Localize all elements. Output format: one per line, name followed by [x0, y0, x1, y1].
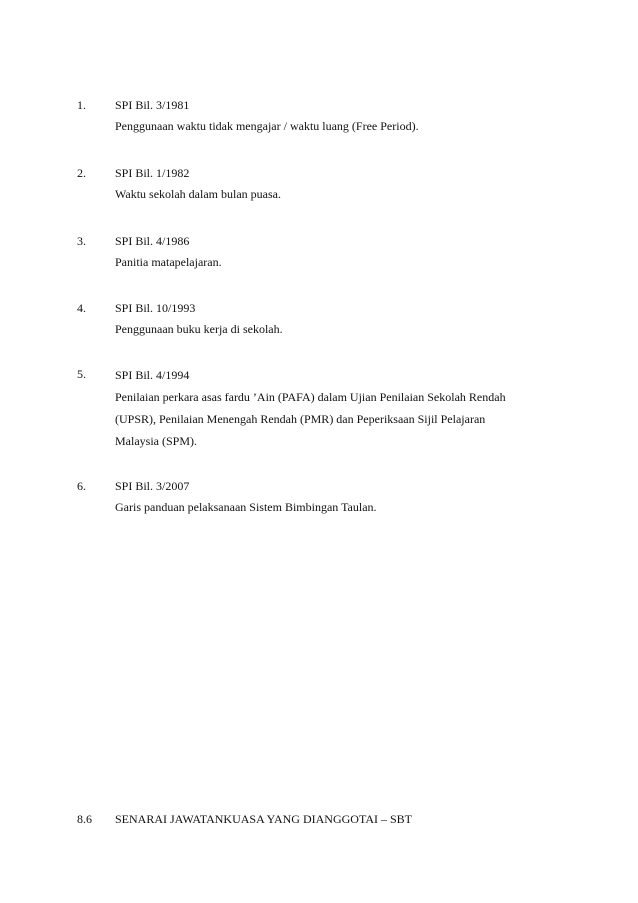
item-description-line: Malaysia (SPM).	[115, 434, 197, 448]
item-reference: SPI Bil. 10/1993	[115, 301, 196, 315]
item-reference: SPI Bil. 3/2007	[115, 479, 190, 493]
item-body	[115, 298, 570, 339]
item-body	[115, 476, 570, 517]
item-reference: SPI Bil. 4/1986	[115, 234, 190, 248]
section-title: SENARAI JAWATANKUASA YANG DIANGGOTAI – SBT	[115, 812, 413, 826]
item-reference: SPI Bil. 1/1982	[115, 166, 190, 180]
item-description: Penggunaan waktu tidak mengajar / waktu luang (Free Period).	[115, 119, 419, 133]
item-description-line: (UPSR), Penilaian Menengah Rendah (PMR) dan Peperiksaan Sijil Pelajaran	[115, 412, 486, 426]
section-number: 8.6	[77, 812, 92, 826]
item-reference: SPI Bil. 4/1994	[115, 368, 190, 382]
item-number: 1.	[77, 98, 86, 112]
item-body	[115, 95, 570, 136]
item-description-line: Penilaian perkara asas fardu ’Ain (PAFA) dalam Ujian Penilaian Sekolah Rendah	[115, 390, 506, 404]
item-body	[115, 163, 570, 204]
item-body	[115, 364, 570, 452]
item-number: 6.	[77, 479, 86, 493]
item-number: 2.	[77, 166, 86, 180]
item-description: Garis panduan pelaksanaan Sistem Bimbingan Taulan.	[115, 500, 377, 514]
item-number: 3.	[77, 234, 86, 248]
item-description: Waktu sekolah dalam bulan puasa.	[115, 187, 281, 201]
item-description: Penggunaan buku kerja di sekolah.	[115, 322, 283, 336]
item-body	[115, 231, 570, 272]
item-reference: SPI Bil. 3/1981	[115, 98, 190, 112]
section-heading	[77, 809, 617, 829]
item-number: 4.	[77, 301, 86, 315]
item-description: Panitia matapelajaran.	[115, 255, 222, 269]
item-number: 5.	[77, 367, 86, 381]
